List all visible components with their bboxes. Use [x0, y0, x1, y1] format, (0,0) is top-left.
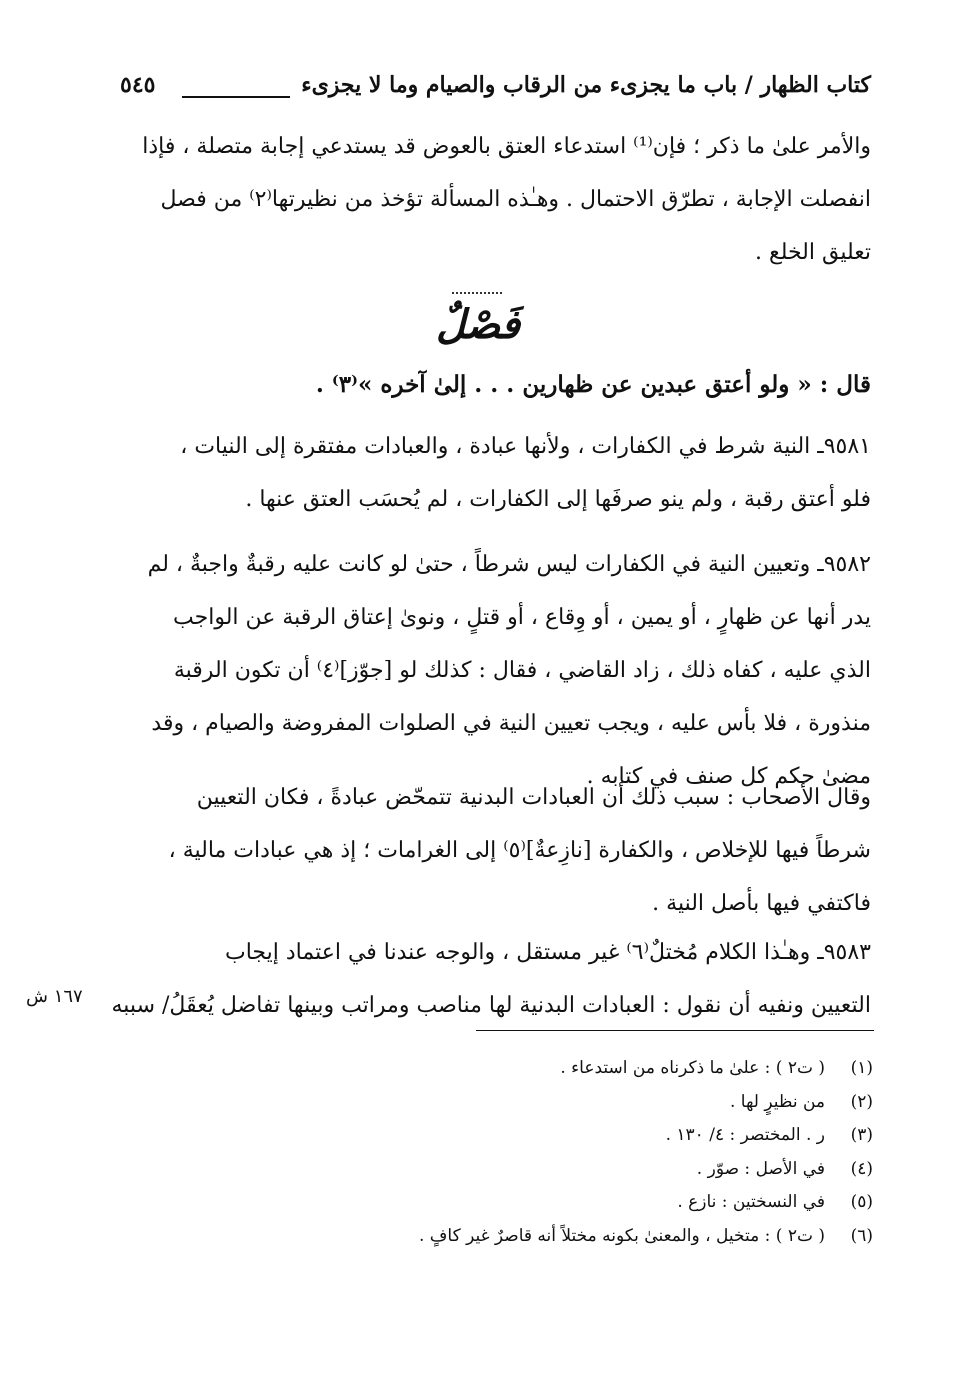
- text-line: مضىٰ حكم كل صنف في كتابه .: [586, 764, 871, 789]
- text-line: يدر أنها عن ظهارٍ ، أو يمين ، أو وِقاع ، أو قتلٍ ، ونوىٰ إعتاق الرقبة عن الواجب: [173, 605, 871, 630]
- footnote-number: (٢): [850, 1091, 873, 1112]
- text-line: منذورة ، فلا بأس عليه ، ويجب تعيين النية في الصلوات المفروضة والصيام ، وقد: [151, 711, 871, 736]
- footnote-number: (١): [850, 1058, 873, 1078]
- footnote-number: (٤): [850, 1158, 873, 1179]
- paragraph-9582: [101, 538, 871, 803]
- text-line: ٩٥٨٣ـ وهـٰذا الكلام مُختلٌ⁽٦⁾ غير مستقل ، والوجه عندنا في اعتماد إيجاب: [225, 940, 871, 965]
- footnote-text: في الأصل : صوّر .: [696, 1158, 825, 1179]
- text-line: ٩٥٨١ـ النية شرط في الكفارات ، ولأنها عبادة ، والعبادات مفتقرة إلى النيات ،: [180, 434, 871, 459]
- section-heading: فَصْلٌ: [435, 301, 521, 348]
- paragraph-9581: [101, 420, 871, 526]
- footnote-text: من نظيرٍ لها .: [729, 1091, 825, 1112]
- footnote-text: ( ت٢ ) : متخيل ، والمعنىٰ بكونه مختلاً أنه قاصرٌ غير كافٍ .: [418, 1225, 825, 1246]
- footnotes: [313, 1052, 873, 1253]
- footnote: [313, 1186, 873, 1220]
- manuscript-folio-note: ١٦٧ ش: [26, 986, 83, 1007]
- intro-paragraph: [101, 120, 871, 279]
- text-line: الذي عليه ، كفاه ذلك ، زاد القاضي ، فقال : كذلك لو [جوّز]⁽٤⁾ أن تكون الرقبة: [173, 658, 871, 683]
- footnote-text: ( ت٢ ) : علىٰ ما ذكرناه من استدعاء .: [560, 1058, 825, 1078]
- text-line: تعليق الخلع .: [755, 240, 871, 265]
- paragraph-ashab: [101, 771, 871, 930]
- text-line: والأمر علىٰ ما ذكر ؛ فإن⁽¹⁾ استدعاء العتق بالعوض قد يستدعي إجابة متصلة ، فإذا: [142, 134, 871, 159]
- text-line: ٩٥٨٢ـ وتعيين النية في الكفارات ليس شرطاً ، حتىٰ لو كانت عليه رقبةٌ واجبةٌ ، لم: [147, 552, 871, 577]
- paragraph-9583: [101, 926, 871, 1032]
- footnote: [313, 1153, 873, 1187]
- page-number: ٥٤٥: [120, 72, 156, 98]
- text-line: انفصلت الإجابة ، تطرّق الاحتمال . وهـٰذه المسألة تؤخذ من نظيرتها⁽٢⁾ من فصل: [160, 187, 871, 212]
- footnote: [313, 1220, 873, 1254]
- text-line: وقال الأصحاب : سبب ذلك أن العبادات البدنية تتمحّض عبادةً ، فكان التعيين: [196, 785, 871, 810]
- footnote-separator: [476, 1030, 874, 1031]
- footnote: [313, 1052, 873, 1086]
- header-rule: [182, 96, 290, 98]
- text-line: شرطاً فيها للإخلاص ، والكفارة [نازِعةٌ]⁽٥⁾ إلى الغرامات ؛ إذ هي عبادات مالية ،: [168, 838, 871, 863]
- footnote-number: (٣): [850, 1125, 873, 1145]
- text-line: فاكتفي فيها بأصل النية .: [652, 891, 871, 916]
- footnote: [313, 1086, 873, 1120]
- footnote-text: في النسختين : نازع .: [677, 1192, 825, 1212]
- text-line: فلو أعتق رقبة ، ولم ينو صرفَها إلى الكفارات ، لم يُحسَب العتق عنها .: [245, 487, 871, 512]
- quoted-text-heading: قال : « ولو أعتق عبدين عن ظهارين . . . إلىٰ آخره »⁽٣⁾ .: [315, 371, 871, 398]
- footnote: [313, 1119, 873, 1153]
- footnote-number: (٦): [850, 1225, 873, 1246]
- footnote-number: (٥): [850, 1192, 873, 1212]
- footnote-text: ر . المختصر : ٤/ ١٣٠ .: [665, 1125, 825, 1145]
- running-header-title: كتاب الظهار / باب ما يجزىء من الرقاب والصيام وما لا يجزىء: [301, 72, 871, 98]
- text-line: التعيين ونفيه أن نقول : العبادات البدنية لها مناصب ومراتب وبينها تفاضل يُعقَلُ/ سببه: [111, 993, 871, 1018]
